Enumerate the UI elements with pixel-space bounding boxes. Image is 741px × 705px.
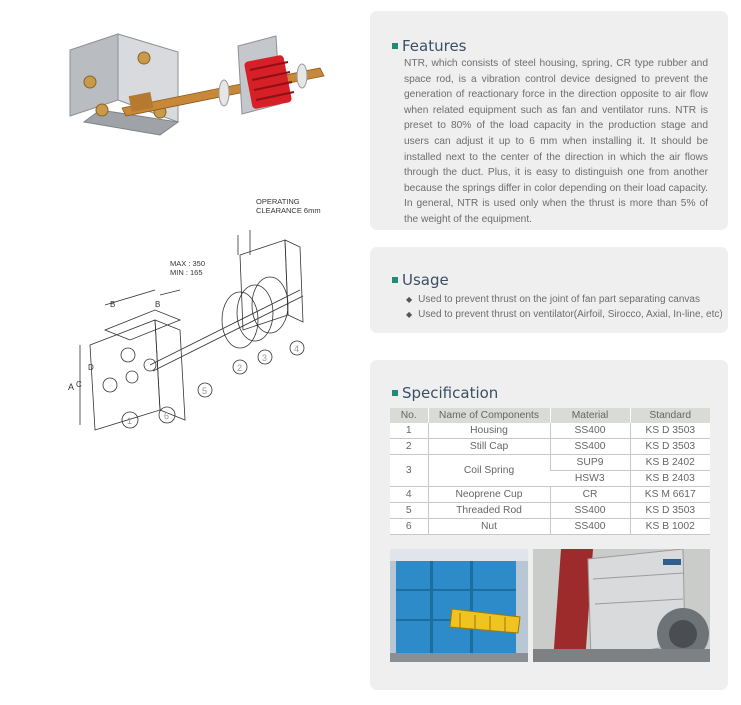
min-label: MIN : 165 [170, 268, 203, 277]
table-row: 3 Coil Spring SUP9 KS B 2402 [390, 455, 710, 471]
table-row: 5 Threaded Rod SS400 KS D 3503 [390, 503, 710, 519]
table-row: 1 Housing SS400 KS D 3503 [390, 423, 710, 439]
installation-photo-right [533, 549, 710, 662]
table-row: 2 Still Cap SS400 KS D 3503 [390, 439, 710, 455]
table-row: 4 Neoprene Cup CR KS M 6617 [390, 487, 710, 503]
table-header-row [390, 408, 710, 423]
callout-3: 3 [262, 353, 268, 363]
usage-heading [392, 271, 449, 289]
list-item: ◆ Used to prevent thrust on ventilator(Airfoil, Sirocco, Axial, In-line, etc) [406, 309, 723, 320]
features-body: NTR, which consists of steel housing, spring, CR type rubber and space rod, is a vibration control device designed to prevent the generation of reactionary force in the direction opposite to air flow when related equipment such as fan and ventilator runs. NTR is preset to 80% of the load capacity in the production stage and users can adjust it up to 6 mm when installing it. It should be installed next to the center of the direction in which the air flows through the duct. Plus, it is easy to distinguish one from another because the springs differ in color depending on their load capacity. In general, NTR is used only when the thrust is more than 5% of the weight of the equipment. [404, 58, 708, 225]
specification-title: Specification [402, 384, 499, 402]
clearance-label-1: OPERATING [256, 197, 300, 206]
callout-1: 1 [127, 416, 133, 426]
specification-panel [370, 360, 728, 690]
dim-c-label: C [76, 380, 82, 389]
table-row: 6 Nut SS400 KS B 1002 [390, 519, 710, 535]
clearance-label-2: CLEARANCE 6mm [256, 206, 321, 215]
usage-panel [370, 247, 728, 333]
dim-b1-label: B [110, 300, 116, 309]
usage-list [406, 292, 723, 322]
callout-2: 2 [237, 363, 243, 373]
column-header: Name of Components [428, 408, 550, 423]
dim-d-label: D [88, 363, 94, 372]
product-illustration [60, 30, 340, 145]
diamond-bullet-icon: ◆ [406, 295, 413, 304]
features-panel [370, 11, 728, 230]
dim-b2-label: B [155, 300, 161, 309]
list-item: ◆ Used to prevent thrust on the joint of fan part separating canvas [406, 294, 700, 305]
usage-title: Usage [402, 271, 449, 289]
max-label: MAX : 350 [170, 259, 206, 268]
callout-6: 6 [164, 411, 170, 421]
features-heading [392, 37, 467, 55]
square-bullet-icon [392, 390, 398, 396]
specification-table [390, 408, 710, 535]
callout-4: 4 [294, 344, 300, 354]
column-header: Material [550, 408, 630, 423]
diamond-bullet-icon: ◆ [406, 310, 413, 319]
column-header: Standard [630, 408, 710, 423]
installation-photo-left [390, 549, 528, 662]
column-header: No. [390, 408, 428, 423]
square-bullet-icon [392, 277, 398, 283]
callout-5: 5 [202, 386, 208, 396]
exploded-diagram [60, 195, 330, 445]
square-bullet-icon [392, 43, 398, 49]
dim-a-label: A [68, 382, 75, 392]
table-row: HSW3 KS B 2403 [390, 471, 710, 487]
features-title: Features [402, 37, 467, 55]
specification-heading [392, 384, 498, 402]
